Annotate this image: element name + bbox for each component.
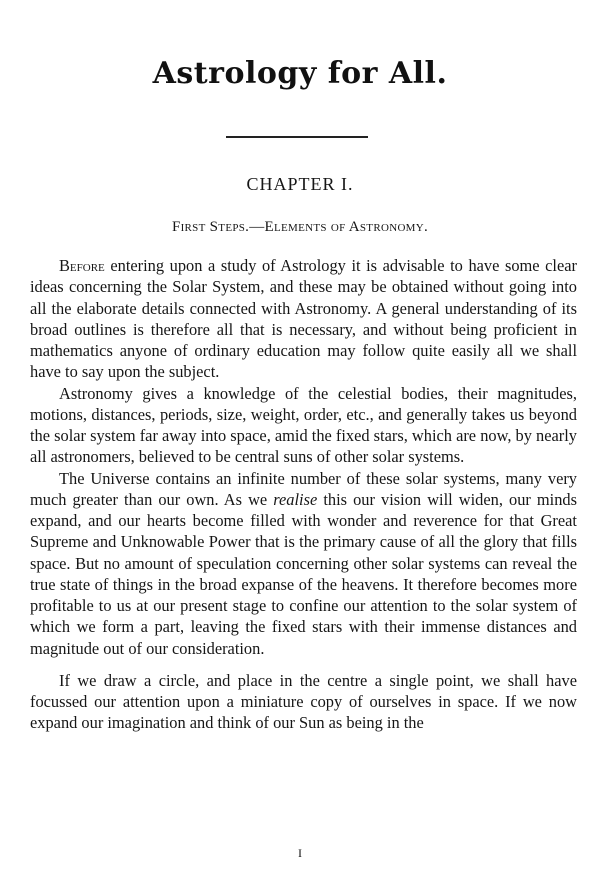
paragraph-4: If we draw a circle, and place in the centre a single point, we shall have focussed our attention upon a miniature copy of ourselves in space. If we now expand our imagination and think of our Sun as being in the: [30, 670, 577, 733]
emphasized-word: realise: [273, 489, 318, 509]
body-text: [30, 255, 577, 734]
paragraph-3: [30, 468, 577, 659]
book-title: Astrology for All.: [152, 56, 448, 91]
section-heading: First Steps.—Elements of Astronomy.: [171, 219, 429, 235]
paragraph-1: [30, 255, 577, 383]
chapter-heading: CHAPTER I.: [246, 174, 354, 194]
paragraph-text: this our vision will widen, our minds expand, and our hearts become filled with wonder and reverence for that Great Supreme and Unknowable Power that is the primary cause of all the glory that fills space. But no amount of speculation concerning other solar systems can reveal the true state of things in the broad expanse of the heavens. It therefore becomes more profitable to us at our present stage to confine our attention to the solar system of which we form a part, leaving the fixed stars with their immense distances and magnitude out of our consideration.: [30, 489, 577, 658]
paragraph-2: Astronomy gives a knowledge of the celestial bodies, their magnitudes, motions, distances, periods, size, weight, order, etc., and generally takes us beyond the solar system far away into space, amid the fixed stars, which are now, by nearly all astronomers, believed to be central suns of other solar systems.: [30, 383, 577, 467]
signature-mark: I: [298, 846, 302, 860]
paragraph-text: entering upon a study of Astrology it is advisable to have some clear ideas concerning the Solar System, and these may be obtained without going into all the elaborate details connected with Astronomy. A general understanding of its broad outlines is therefore all that is necessary, and without being proficient in mathematics anyone of ordinary education may follow quite easily all we shall have to say upon the subject.: [30, 256, 577, 382]
paragraph-lead-word: Before: [59, 256, 105, 275]
paragraph-text: The Universe contains an infinite number of these solar systems, many very much greater than our own. As we: [30, 468, 577, 509]
title-divider: [226, 136, 368, 138]
